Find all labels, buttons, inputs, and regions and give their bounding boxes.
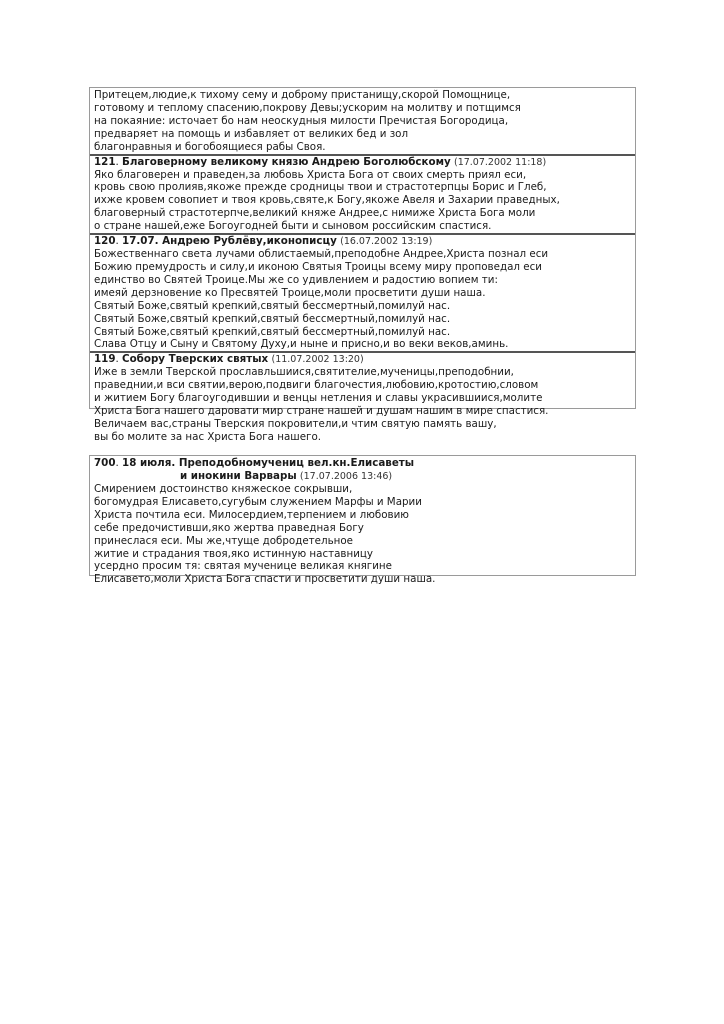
text-line: Божественнаго света лучами облистаемый,преподобне Андрее,Христа познал еси [94, 248, 549, 261]
text-line: о стране нашей,еже Богоугодней быти и сыновом российским спастися. [94, 220, 492, 233]
text-line: имеяй дерзновение ко Пресвятей Троице,моли просветити души наша. [94, 286, 486, 299]
text-line: благонравныя и богобоящиеся рабы Своя. [94, 140, 326, 153]
text-line: себе предочистивши,яко жертва праведная Богу [94, 521, 364, 534]
text-line: готовому и теплому спасению,покрову Девы;ускорим на молитву и потщимся [94, 101, 521, 114]
entry-number: 121 [94, 155, 116, 168]
text-line: Иже в земли Тверской прославльшиися,святителие,мученицы,преподобнии, [94, 366, 514, 379]
text-line: житие и страдания твоя,яко истинную наставницу [94, 547, 374, 560]
text-line: благоверный страстотерпче,великий княже Андрее,с нимиже Христа Бога моли [94, 207, 536, 220]
entry-header-continued [94, 470, 635, 483]
entry-date: (11.07.2002 13:20) [271, 354, 364, 366]
entry-title: 17.07. Андрею Рублёву,иконописцу [122, 235, 337, 248]
text-line: Святый Боже,святый крепкий,святый бессмертный,помилуй нас. [94, 299, 451, 312]
text-line: праведнии,и вси святии,верою,подвиги благочестия,любовию,кротостию,словом [94, 379, 539, 392]
entry-number: 119 [94, 353, 116, 366]
entry-700 [90, 456, 635, 586]
entry-121 [90, 154, 635, 234]
entry-header: 121. Благоверному великому князю Андрею Боголюбскому (17.07.2002 11:18) [94, 155, 547, 168]
entry-120 [90, 233, 635, 351]
text-line: Притецем,людие,к тихому сему и доброму пристанищу,скорой Помощнице, [94, 89, 511, 101]
text-line: кровь свою пролияв,якоже прежде сродницы твои и страстотерпцы Борис и Глеб, [94, 181, 547, 194]
entry-header: 120. 17.07. Андрею Рублёву,иконописцу (16.07.2002 13:19) [94, 235, 433, 248]
entry-date: (16.07.2002 13:19) [340, 236, 433, 248]
text-line: усердно просим тя: святая мученице великая княгине [94, 560, 392, 573]
entry-header: 119. Собору Тверских святых (11.07.2002 13:20) [94, 353, 364, 366]
entry-header: 700. 18 июля. Преподобномучениц вел.кн.Елисаветы [94, 457, 415, 469]
text-line: и житием Богу благоугодившии и венцы нетления и славы украсившиися,молите [94, 392, 543, 405]
entry-continuation [90, 88, 635, 154]
text-line: Святый Боже,святый крепкий,святый бессмертный,помилуй нас. [94, 312, 451, 325]
entries-box-1 [89, 87, 636, 443]
text-line: Христа почтила еси. Милосердием,терпением и любовию [94, 508, 409, 521]
entry-number: 120 [94, 235, 116, 248]
entry-title: Благоверному великому князю Андрею Боголюбскому [122, 155, 451, 168]
entry-date: (17.07.2006 13:46) [299, 471, 393, 482]
entry-date: (17.07.2002 11:18) [453, 156, 547, 168]
text-line: Слава Отцу и Сыну и Святому Духу,и ныне и присно,и во веки веков,аминь. [94, 338, 509, 351]
entries-box-2 [89, 455, 636, 586]
text-line: Христа Бога нашего даровати мир стране нашей и душам нашим в мире спастися. [94, 405, 549, 418]
entry-119 [90, 351, 635, 443]
text-line: Елисавето,моли Христа Бога спасти и просветити души наша. [94, 573, 436, 586]
entry-title: 18 июля. Преподобномучениц вел.кн.Елисаветы [122, 457, 415, 469]
text-line: на покаяние: источает бо нам неоскудныя милости Пречистая Богородица, [94, 114, 509, 127]
entry-title: Собору Тверских святых [122, 353, 269, 366]
text-line: Смирением достоинство княжеское сокрывши, [94, 483, 353, 495]
text-line: единство во Святей Троице.Мы же со удивлением и радостию вопием ти: [94, 273, 498, 286]
text-line: богомудрая Елисавето,сугубым служением Марфы и Марии [94, 495, 422, 508]
text-line: Божию премудрость и силу,и иконою Святыя Троицы всему миру проповедал еси [94, 260, 542, 273]
entry-title-continued: и инокини Варвары [180, 470, 297, 482]
text-line: Яко благоверен и праведен,за любовь Христа Бога от своих смерть приял еси, [94, 168, 527, 181]
text-line: Величаем вас,страны Тверския покровители,и чтим святую память вашу, [94, 417, 497, 430]
text-line: вы бо молите за нас Христа Бога нашего. [94, 430, 322, 443]
text-line: принеслася еси. Мы же,чтуще добродетельное [94, 534, 354, 547]
text-line: Святый Боже,святый крепкий,святый бессмертный,помилуй нас. [94, 325, 451, 338]
entry-number: 700 [94, 457, 116, 469]
text-line: предваряет на помощь и избавляет от великих бед и зол [94, 127, 409, 140]
text-line: ихже кровем совопиет и твоя кровь,святе,к Богу,якоже Авеля и Захарии праведных, [94, 194, 560, 207]
